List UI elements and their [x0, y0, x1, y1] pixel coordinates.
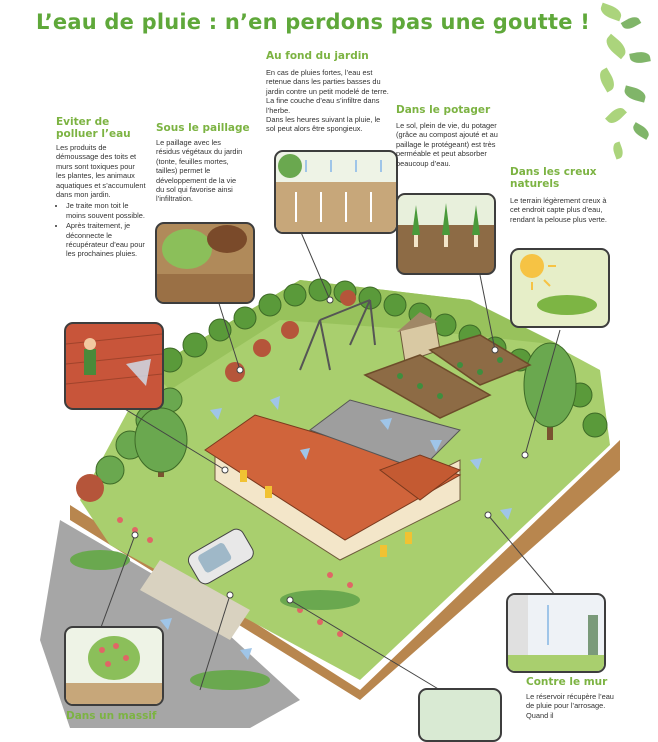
section-text-polluer [56, 143, 146, 260]
natural-hollow-inset [510, 248, 610, 328]
polluer-bullet-list [56, 201, 146, 258]
leek-plants-icon [398, 195, 494, 273]
vegetable-garden-inset [396, 193, 496, 275]
mulch-inset [155, 222, 255, 304]
section-title-paillage: Sous le paillage [156, 122, 250, 134]
list-item: • Je traite mon toit le moins souvent possible. [66, 201, 146, 220]
fond-text-2: Dans les heures suivant la pluie, le sol peut alors être spongieux. [266, 115, 381, 134]
worker-on-roof-icon [66, 324, 162, 408]
rain-tank-icon [508, 595, 604, 671]
section-title-potager: Dans le potager [396, 104, 491, 116]
section-title-massif: Dans un massif [66, 710, 157, 722]
water-tank-inset [506, 593, 606, 673]
fond-text-1: En cas de pluies fortes, l’eau est retenue dans les parties basses du jardin contre un petit modelé de terre. La fine couche d’eau s’infiltre dans l’herbe. [266, 68, 389, 115]
page-title: L’eau de pluie : n’en perdons pas une goutte ! [36, 10, 591, 34]
roof-treatment-inset [64, 322, 164, 410]
polluer-intro: Les produits de démoussage des toits et murs sont toxiques pour les plantes, les animaux aquatiques et s’accumulent dans mon jardin. [56, 143, 146, 200]
section-text-fond [266, 68, 391, 134]
sun-icon [512, 250, 608, 326]
section-title-mur: Contre le mur [526, 676, 608, 688]
section-title-polluer: Eviter de polluer l’eau [56, 116, 131, 140]
flower-bed-inset [64, 626, 164, 706]
section-text-mur: Le réservoir récupère l’eau de pluie pour l’arrosage. Quand il [526, 692, 614, 720]
mulch-icon [157, 224, 253, 302]
rain-infiltration-icon [276, 152, 396, 232]
partial-inset-bottom [418, 688, 502, 742]
section-title-creux: Dans les creux naturels [510, 166, 597, 190]
list-item: • Après traitement, je déconnecte le récupérateur d’eau pour les prochaines pluies. [66, 221, 146, 259]
flowering-shrub-icon [66, 628, 162, 704]
section-title-fond: Au fond du jardin [266, 50, 369, 62]
section-text-potager: Le sol, plein de vie, du potager (grâce au compost ajouté et au paillage le protégeant) est très perméable et peut absorber beaucoup d’eau. [396, 121, 498, 168]
infiltration-inset [274, 150, 398, 234]
section-text-creux: Le terrain légèrement creux à cet endroit capte plus d’eau, rendant la pelouse plus verte. [510, 196, 607, 224]
section-text-paillage: Le paillage avec les résidus végétaux du jardin (tonte, feuilles mortes, tailles) permet le développement de la vie du sol qui favorise ainsi l’infiltration. [156, 138, 243, 204]
